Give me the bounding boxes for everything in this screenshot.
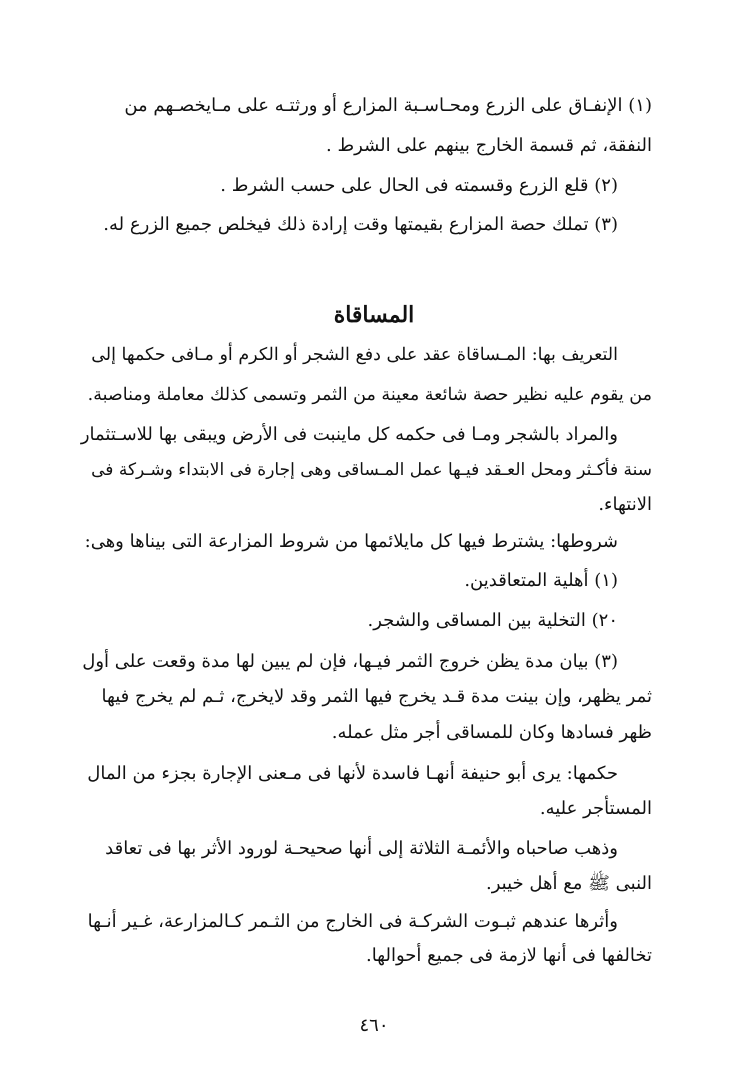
text-line: (١) الإنفـاق على الزرع ومحـاسـبة المزارع أو ورثتـه على مـايخصـهم من — [124, 95, 652, 116]
text-line: وأثرها عندهم ثبـوت الشركـة فى الخارج من الثـمر كـالمزارعة، غـير أنـها — [87, 911, 618, 932]
page-number: ٤٦٠ — [359, 1015, 389, 1036]
text-line: حكمها: يرى أبو حنيفة أنهـا فاسدة لأنها فى مـعنى الإجارة بجزء من المال — [87, 763, 618, 784]
text-line: (٢) قلع الزرع وقسمته فى الحال على حسب الشرط . — [220, 175, 618, 196]
text-line: المستأجر عليه. — [539, 798, 652, 819]
text-line: وذهب صاحباه والأئمـة الثلاثة إلى أنها صحيحـة لورود الأثر بها فى تعاقد — [105, 838, 618, 859]
text-line: شروطها: يشترط فيها كل مايلائمها من شروط المزارعة التى بيناها وهى: — [84, 531, 618, 552]
text-line: من يقوم عليه نظير حصة شائعة معينة من الثمر وتسمى كذلك معاملة ومناصبة. — [87, 385, 652, 405]
section-heading: المساقاة — [333, 302, 415, 328]
text-line: النبى ﷺ مع أهل خيبر. — [486, 873, 652, 894]
text-line: (١) أهلية المتعاقدين. — [464, 570, 618, 591]
text-line: والمراد بالشجر ومـا فى حكمه كل ماينبت فى الأرض ويبقى بها للاسـتثمار — [80, 424, 618, 445]
text-line: (٣) تملك حصة المزارع بقيمتها وقت إرادة ذلك فيخلص جميع الزرع له. — [103, 214, 618, 235]
text-line: ٢٠) التخلية بين المساقى والشجر. — [367, 610, 618, 631]
text-line: سنة فأكـثر ومحل العـقد فيـها عمل المـساقى وهى إجارة فى الابتداء وشـركة فى — [91, 460, 652, 480]
text-line: النفقة، ثم قسمة الخارج بينهم على الشرط . — [326, 135, 652, 156]
text-line: تخالفها فى أنها لازمة فى جميع أحوالها. — [365, 945, 652, 966]
text-line: (٣) بيان مدة يظن خروج الثمر فيـها، فإن لم يبين لها مدة وقعت على أول — [82, 651, 618, 672]
text-line: ثمر يظهر، وإن بينت مدة قـد يخرج فيها الثمر وقد لايخرج، ثـم لم يخرج فيها — [101, 686, 652, 707]
text-line: ظهر فسادها وكان للمساقى أجر مثل عمله. — [331, 722, 652, 743]
text-line: التعريف بها: المـساقاة عقد على دفع الشجر أو الكرم أو مـافى حكمها إلى — [91, 345, 618, 365]
text-line: الانتهاء. — [598, 494, 652, 515]
